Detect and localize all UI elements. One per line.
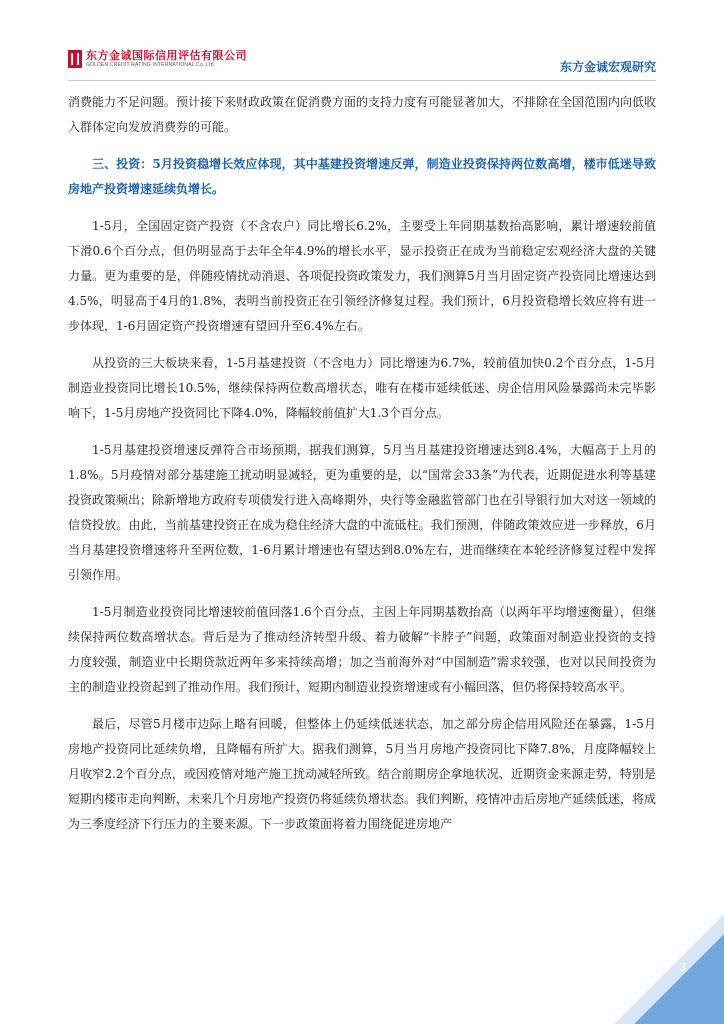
paragraph-continued: 消费能力不足问题。预计接下来财政政策在促消费方面的支持力度有可能显著加大，不排除在全国范围内向低收入群体定向发放消费券的可能。: [68, 95, 657, 134]
paragraph: 1-5月基建投资增速反弹符合市场预期，据我们测算，5月当月基建投资增速达到8.4%，大幅高于上月的1.8%。5月疫情对部分基建施工扰动明显减轻，更为重要的是，以“国常会33条”为代表，近期促进水利等基建投资政策频出；除新增地方政府专项债发行进入高峰期外，央行等金融监管部门也在引导银行加大对这一领域的信贷投放。由此，当前基建投资正在成为稳住经济大盘的中流砥柱。我们预测，伴随政策效应进一步释放，6月当月基建投资增速将升至两位数，1-6月累计增速也有望达到8.0%左右，进而继续在本轮经济修复过程中发挥引领作用。: [68, 443, 657, 582]
document-body: [68, 90, 656, 849]
footer-decoration: [614, 914, 724, 1024]
page-number: 3: [679, 960, 686, 974]
paragraph: 从投资的三大板块来看，1-5月基建投资（不含电力）同比增速为6.7%，较前值加快0.2个百分点，1-5月制造业投资同比增长10.5%，继续保持两位数高增状态，唯有在楼市延续低迷、房企信用风险暴露尚未完毕影响下，1-5月房地产投资同比下降4.0%，降幅较前值扩大1.3个百分点。: [68, 356, 656, 420]
paragraph: 最后，尽管5月楼市边际上略有回暖，但整体上仍延续低迷状态，加之部分房企信用风险还在暴露，1-5月房地产投资同比延续负增，且降幅有所扩大。据我们测算，5月当月房地产投资同比下降7.8%，月度降幅较上月收窄2.2个百分点，或因疫情对地产施工扰动减轻所致。结合前期房企拿地状况、近期资金来源走势，特别是短期内楼市走向判断，未来几个月房地产投资仍将延续负增状态。我们判断，疫情冲击后房地产延续低迷，将成为三季度经济下行压力的主要来源。下一步政策面将着力围绕促进房地产: [68, 717, 657, 831]
section-heading-investment: 三、投资：5月投资稳增长效应体现，其中基建投资增速反弹，制造业投资保持两位数高增，楼市低迷导致房地产投资增速延续负增长。: [68, 157, 656, 196]
paragraph: 1-5月制造业投资同比增速较前值回落1.6个百分点，主因上年同期基数抬高（以两年平均增速衡量），但继续保持两位数高增状态。背后是为了推动经济转型升级、着力破解“卡脖子”问题，政策面对制造业投资的支持力度较强，制造业中长期贷款近两年多来持续高增；加之当前海外对“中国制造”需求较强，也对以民间投资为主的制造业投资起到了推动作用。我们预计，短期内制造业投资增速或有小幅回落，但仍将保持较高水平。: [68, 605, 656, 694]
header-divider: [68, 80, 656, 81]
logo-mark-icon: [68, 50, 82, 68]
paragraph: 1-5月，全国固定资产投资（不含农户）同比增长6.2%，主要受上年同期基数抬高影响，累计增速较前值下滑0.6个百分点，但仍明显高于去年全年4.9%的增长水平，显示投资正在成为当前稳定宏观经济大盘的关键力量。更为重要的是，伴随疫情扰动消退、各项促投资政策发力，我们测算5月当月固定资产投资同比增速达到4.5%，明显高于4月的1.8%，表明当前投资正在引领经济修复过程。我们预计，6月投资稳增长效应将有进一步体现，1-6月固定资产投资增速有望回升至6.4%左右。: [68, 219, 656, 333]
page-header: [68, 48, 656, 78]
logo-company-name-en: GOLDEN CREDIT RATING INTERNATIONAL Co.,Ltd.: [86, 62, 216, 68]
company-logo: [68, 50, 247, 68]
logo-company-name-cn: 东方金诚国际信用评估有限公司: [86, 49, 247, 62]
report-series-title: 东方金诚宏观研究: [559, 60, 656, 74]
